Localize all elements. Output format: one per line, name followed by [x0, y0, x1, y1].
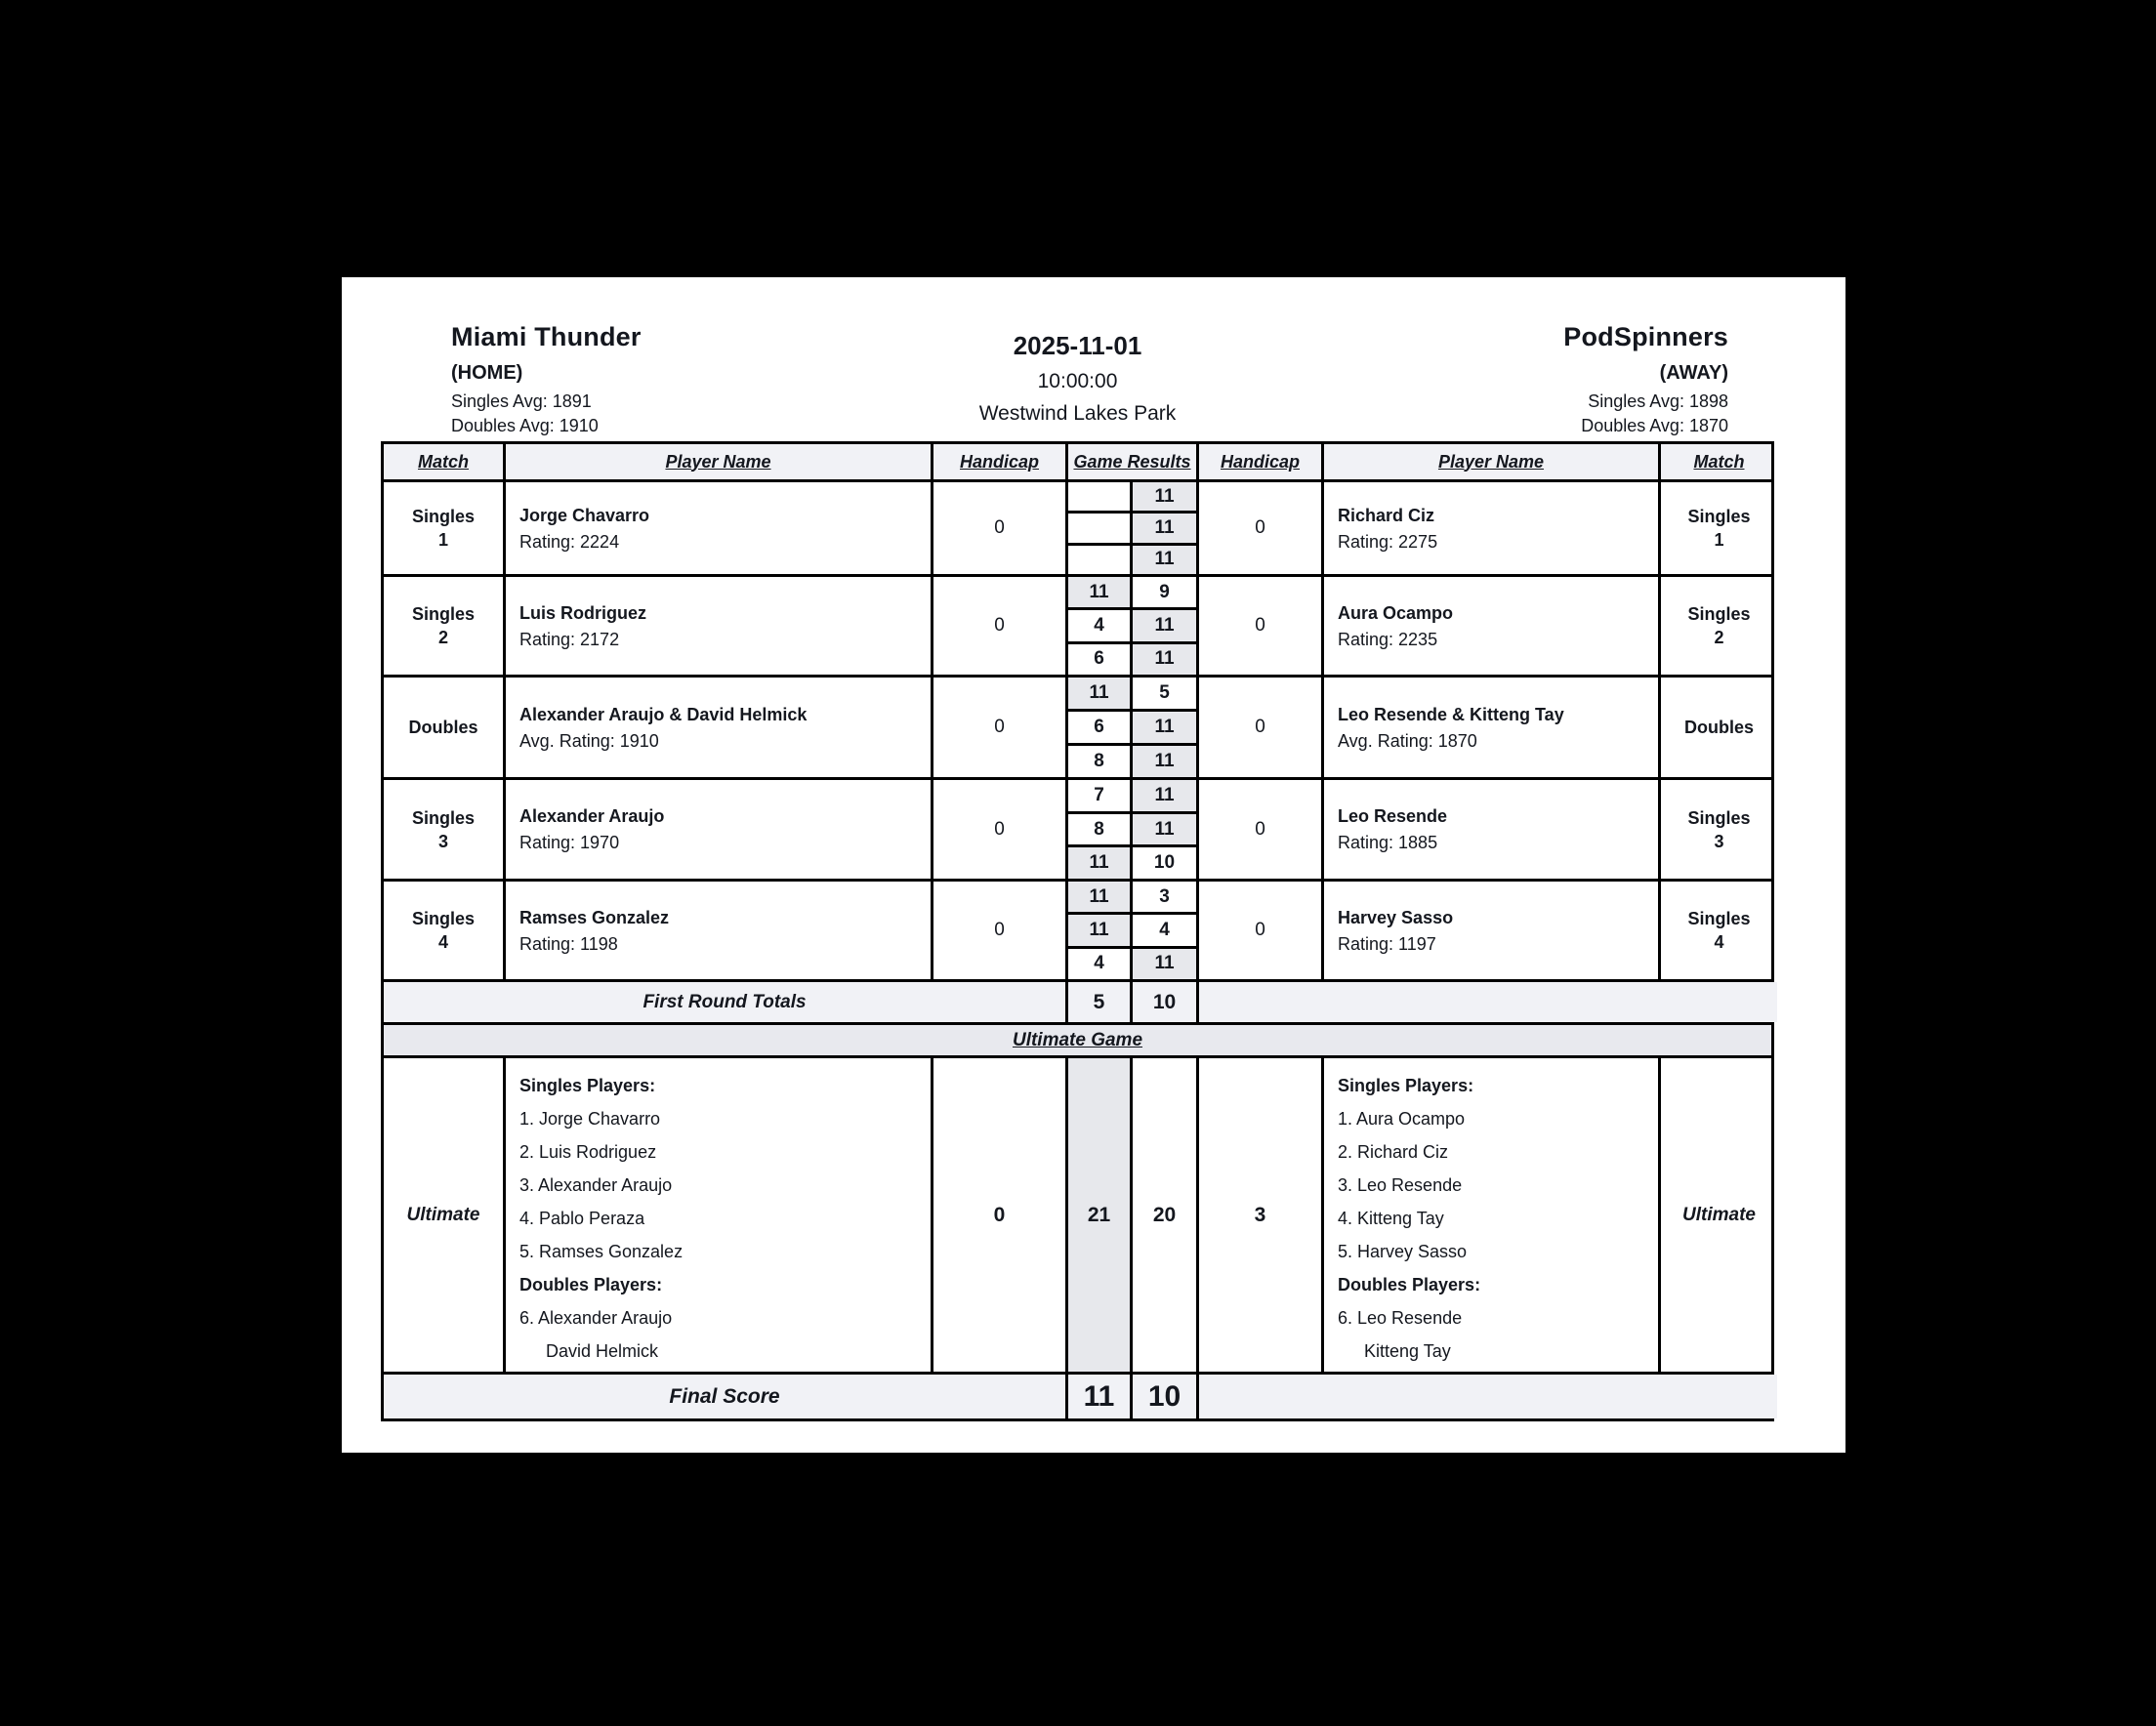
- match-type-line2: 4: [437, 932, 448, 952]
- final-score-row: [384, 1372, 1771, 1418]
- list-item: 4. Kitteng Tay: [1338, 1209, 1444, 1228]
- game3-home-score: 4: [1068, 946, 1130, 979]
- away-player-name: Aura Ocampo: [1338, 602, 1454, 623]
- list-item: 6. Alexander Araujo: [519, 1308, 673, 1328]
- away-handicap-cell: 0: [1196, 678, 1321, 777]
- home-handicap-cell: 0: [931, 482, 1065, 574]
- game2-away-score: 11: [1133, 811, 1196, 845]
- first-round-total-away: 10: [1130, 982, 1196, 1022]
- col-header-match-right: Match: [1658, 444, 1777, 479]
- list-item: Kitteng Tay: [1364, 1341, 1451, 1361]
- game1-away-score: 11: [1133, 780, 1196, 811]
- away-team-role: (AWAY): [1659, 362, 1728, 384]
- away-player-cell: [1321, 482, 1658, 574]
- list-item: 1. Aura Ocampo: [1338, 1109, 1466, 1129]
- away-game-scores-column: [1130, 577, 1196, 675]
- match-type-line2: 2: [1714, 628, 1724, 647]
- first-round-totals-row: [384, 979, 1771, 1022]
- match-type-cell-home: [384, 882, 503, 979]
- game2-away-score: 11: [1133, 607, 1196, 640]
- away-player-rating: Avg. Rating: 1870: [1338, 730, 1477, 751]
- event-date: 2025-11-01: [1013, 331, 1142, 360]
- col-header-handicap-left: Handicap: [931, 444, 1065, 479]
- home-team-singles-avg: Singles Avg: 1891: [451, 391, 592, 411]
- home-player-rating: Rating: 1970: [519, 833, 620, 852]
- away-player-cell: [1321, 780, 1658, 879]
- away-player-rating: Rating: 1197: [1338, 933, 1436, 954]
- match-type-line1: Singles: [411, 807, 476, 828]
- home-player-rating: Avg. Rating: 1910: [519, 730, 659, 751]
- ultimate-away-players-list: [1321, 1058, 1658, 1372]
- match-type-cell-home: [384, 780, 503, 879]
- event-venue: Westwind Lakes Park: [978, 402, 1177, 425]
- match-type-line1: Singles: [411, 507, 476, 526]
- ultimate-away-handicap: 3: [1196, 1058, 1321, 1372]
- first-round-totals-spacer: [1196, 982, 1777, 1022]
- list-item: Doubles Players:: [1338, 1275, 1481, 1294]
- match-type-line1: Singles: [1687, 807, 1751, 828]
- match-type-line2: 4: [1714, 932, 1724, 952]
- game2-home-score: [1068, 511, 1130, 542]
- match-type-line1: Singles: [1687, 507, 1751, 526]
- home-team-name: Miami Thunder: [451, 322, 642, 351]
- first-round-total-home: 5: [1065, 982, 1130, 1022]
- scoresheet-table: [381, 441, 1774, 1421]
- away-player-name: Richard Ciz: [1338, 505, 1435, 525]
- ultimate-away-score: 20: [1130, 1058, 1196, 1372]
- game2-away-score: 4: [1133, 912, 1196, 945]
- list-item: 1. Jorge Chavarro: [519, 1109, 661, 1129]
- ultimate-match-label-away: Ultimate: [1658, 1058, 1777, 1372]
- game3-away-score: 11: [1133, 743, 1196, 777]
- match-type-line1: Singles: [1687, 604, 1751, 624]
- ultimate-home-score: 21: [1065, 1058, 1130, 1372]
- game2-home-score: 4: [1068, 607, 1130, 640]
- away-team-block: [1563, 322, 1728, 436]
- game3-away-score: 11: [1133, 946, 1196, 979]
- away-player-rating: Rating: 2275: [1338, 531, 1438, 552]
- home-player-rating: Rating: 1198: [519, 933, 618, 954]
- away-player-rating: Rating: 2235: [1338, 629, 1438, 649]
- game1-home-score: 11: [1068, 882, 1130, 912]
- game2-home-score: 8: [1068, 811, 1130, 845]
- match-type-line1: Doubles: [1683, 718, 1754, 737]
- list-item: Singles Players:: [519, 1076, 656, 1095]
- list-item: 5. Ramses Gonzalez: [519, 1242, 684, 1261]
- home-player-name: Ramses Gonzalez: [519, 907, 670, 927]
- home-game-scores-column: [1065, 577, 1130, 675]
- match-type-cell-away: [1658, 882, 1777, 979]
- home-team-role: (HOME): [451, 362, 523, 384]
- match-row-singles-4: [384, 879, 1771, 979]
- match-type-line1: Doubles: [408, 718, 478, 737]
- away-handicap-cell: 0: [1196, 882, 1321, 979]
- home-player-name: Jorge Chavarro: [519, 505, 650, 525]
- event-time: 10:00:00: [1037, 370, 1118, 392]
- table-header-row: [384, 444, 1771, 479]
- match-type-cell-away: [1658, 482, 1777, 574]
- match-type-line2: 1: [1714, 530, 1724, 550]
- final-score-home: 11: [1065, 1375, 1130, 1418]
- match-type-line2: 3: [437, 831, 448, 851]
- home-game-scores-column: [1065, 780, 1130, 879]
- away-player-cell: [1321, 678, 1658, 777]
- col-header-game-results: Game Results: [1065, 444, 1196, 479]
- away-game-scores-column: [1130, 678, 1196, 777]
- game1-away-score: 9: [1133, 577, 1196, 607]
- col-header-match-left: Match: [417, 451, 469, 472]
- game2-home-score: 11: [1068, 912, 1130, 945]
- home-player-cell: [503, 482, 931, 574]
- match-type-line1: Singles: [411, 604, 476, 624]
- away-game-scores-column: [1130, 780, 1196, 879]
- game3-home-score: [1068, 543, 1130, 574]
- home-handicap-cell: 0: [931, 780, 1065, 879]
- game3-home-score: 11: [1068, 844, 1130, 879]
- match-type-cell-home: [384, 678, 503, 777]
- list-item: 3. Alexander Araujo: [519, 1175, 673, 1195]
- list-item: Doubles Players:: [519, 1275, 663, 1294]
- match-row-doubles: [384, 675, 1771, 777]
- ultimate-home-players-list: [503, 1058, 931, 1372]
- away-handicap-cell: 0: [1196, 482, 1321, 574]
- col-header-player-left: Player Name: [503, 444, 931, 479]
- game3-home-score: 6: [1068, 641, 1130, 675]
- home-player-cell: [503, 780, 931, 879]
- home-game-scores-column: [1065, 882, 1130, 979]
- final-score-label: Final Score: [384, 1375, 1065, 1418]
- final-score-away: 10: [1130, 1375, 1196, 1418]
- home-player-cell: [503, 577, 931, 675]
- ultimate-match-label-home: Ultimate: [406, 1204, 480, 1225]
- match-type-cell-home: [384, 482, 503, 574]
- home-team-doubles-avg: Doubles Avg: 1910: [451, 416, 599, 435]
- match-row-singles-1: [384, 479, 1771, 574]
- ultimate-game-banner: [384, 1022, 1771, 1055]
- game3-home-score: 8: [1068, 743, 1130, 777]
- game3-away-score: 11: [1133, 543, 1196, 574]
- match-type-line1: Singles: [1687, 909, 1751, 928]
- match-type-cell-away: [1658, 780, 1777, 879]
- list-item: 3. Leo Resende: [1338, 1175, 1463, 1195]
- away-handicap-cell: 0: [1196, 780, 1321, 879]
- game1-away-score: 5: [1133, 678, 1196, 709]
- away-player-cell: [1321, 577, 1658, 675]
- away-team-singles-avg: Singles Avg: 1898: [1588, 391, 1728, 411]
- away-game-scores-column: [1130, 482, 1196, 574]
- away-player-name: Leo Resende & Kitteng Tay: [1338, 704, 1564, 724]
- col-header-handicap-right: Handicap: [1196, 444, 1321, 479]
- ultimate-home-handicap: 0: [931, 1058, 1065, 1372]
- game1-home-score: 7: [1068, 780, 1130, 811]
- home-player-cell: [503, 882, 931, 979]
- list-item: 5. Harvey Sasso: [1338, 1242, 1468, 1261]
- ultimate-row: [384, 1055, 1771, 1372]
- match-type-line2: 2: [437, 628, 448, 647]
- game3-away-score: 10: [1133, 844, 1196, 879]
- final-score-spacer: [1196, 1375, 1777, 1418]
- scoresheet-page: [342, 277, 1845, 1453]
- col-header-player-right: Player Name: [1321, 444, 1658, 479]
- list-item: David Helmick: [546, 1341, 659, 1361]
- home-player-rating: Rating: 2224: [519, 531, 620, 552]
- away-handicap-cell: 0: [1196, 577, 1321, 675]
- match-type-cell-home: [384, 577, 503, 675]
- home-player-name: Luis Rodriguez: [519, 602, 646, 623]
- home-handicap-cell: 0: [931, 882, 1065, 979]
- game1-away-score: 3: [1133, 882, 1196, 912]
- away-player-cell: [1321, 882, 1658, 979]
- game3-away-score: 11: [1133, 641, 1196, 675]
- away-player-name: Harvey Sasso: [1338, 907, 1454, 927]
- match-type-line1: Singles: [411, 909, 476, 928]
- away-player-rating: Rating: 1885: [1338, 833, 1438, 852]
- home-handicap-cell: 0: [931, 577, 1065, 675]
- ultimate-game-title: Ultimate Game: [384, 1025, 1771, 1055]
- home-player-rating: Rating: 2172: [519, 629, 620, 649]
- match-row-singles-2: [384, 574, 1771, 675]
- home-game-scores-column: [1065, 482, 1130, 574]
- home-player-cell: [503, 678, 931, 777]
- list-item: Singles Players:: [1338, 1076, 1474, 1095]
- first-round-totals-label: First Round Totals: [384, 982, 1065, 1022]
- list-item: 2. Richard Ciz: [1338, 1142, 1449, 1162]
- home-player-name: Alexander Araujo & David Helmick: [519, 704, 808, 724]
- match-type-cell-away: [1658, 678, 1777, 777]
- away-team-name: PodSpinners: [1563, 322, 1728, 351]
- match-row-singles-3: [384, 777, 1771, 879]
- list-item: 4. Pablo Peraza: [519, 1209, 645, 1228]
- home-handicap-cell: 0: [931, 678, 1065, 777]
- away-game-scores-column: [1130, 882, 1196, 979]
- game1-home-score: 11: [1068, 577, 1130, 607]
- home-game-scores-column: [1065, 678, 1130, 777]
- list-item: 6. Leo Resende: [1338, 1308, 1463, 1328]
- away-team-doubles-avg: Doubles Avg: 1870: [1581, 416, 1728, 435]
- game1-home-score: [1068, 482, 1130, 511]
- game1-away-score: 11: [1133, 482, 1196, 511]
- game2-home-score: 6: [1068, 709, 1130, 743]
- home-player-name: Alexander Araujo: [519, 806, 665, 826]
- match-type-line2: 1: [437, 530, 448, 550]
- match-type-line2: 3: [1714, 831, 1724, 851]
- game2-away-score: 11: [1133, 709, 1196, 743]
- list-item: 2. Luis Rodriguez: [519, 1142, 657, 1162]
- away-player-name: Leo Resende: [1338, 806, 1448, 826]
- game2-away-score: 11: [1133, 511, 1196, 542]
- match-type-cell-away: [1658, 577, 1777, 675]
- game1-home-score: 11: [1068, 678, 1130, 709]
